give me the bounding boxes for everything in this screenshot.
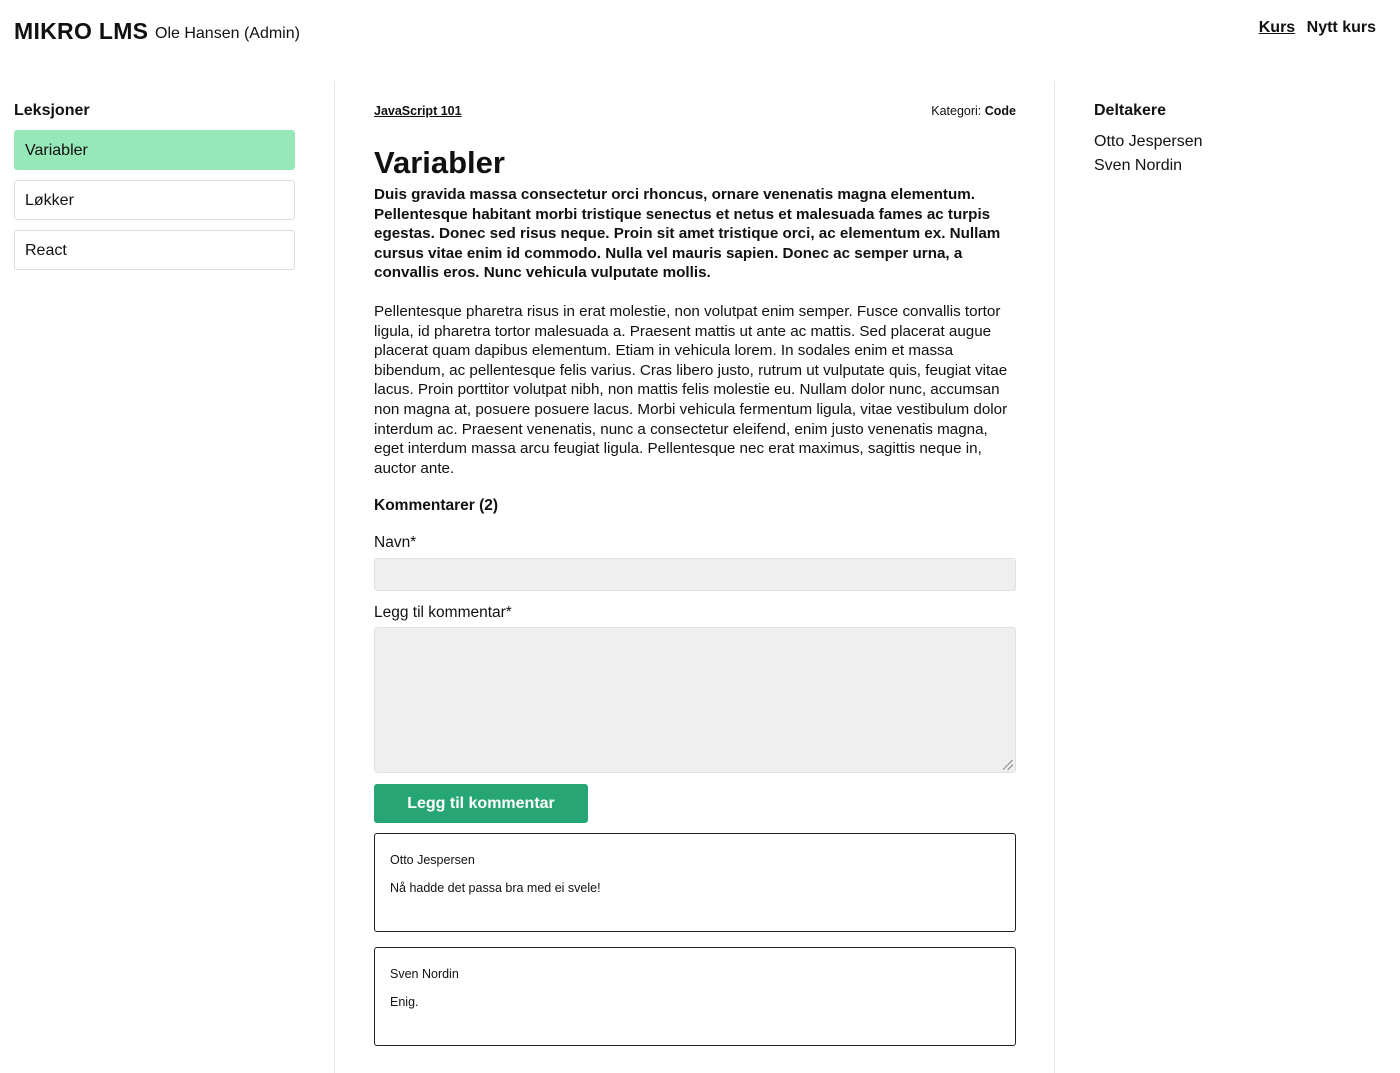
participants-title: Deltakere [1094,102,1167,119]
participant-item: Sven Nordin [1094,157,1183,174]
name-label: Navn* [374,534,417,552]
right-divider [1054,81,1055,1073]
left-divider [334,81,335,1073]
lesson-item-variabler[interactable]: Variabler [14,130,295,170]
brand-logo[interactable]: MIKRO LMS [14,18,149,44]
comment-card [374,947,1016,1046]
lesson-item-lokker[interactable]: Løkker [14,180,295,220]
header [0,0,1400,70]
category-value: Code [984,104,1016,118]
name-input[interactable] [374,558,1016,591]
category-info [931,104,1016,118]
participants-panel [1094,102,1374,178]
lesson-item-react[interactable]: React [14,230,295,270]
nav-kurs-link[interactable]: Kurs [1258,19,1296,36]
lessons-title: Leksjoner [14,102,90,119]
comment-text: Enig. [390,995,419,1010]
lesson-title: Variabler [374,145,505,180]
top-nav [1252,19,1376,37]
participant-item: Otto Jespersen [1094,133,1203,150]
comment-text: Nå hadde det passa bra med ei svele! [390,881,601,896]
lesson-lead: Duis gravida massa consectetur orci rhoncus, ornare venenatis magna elementum. Pellentesque habitant morbi tristique senectus et netus et malesuada fames ac turpis egestas. Donec sed risus neque. Proin sit amet tristique orci, ac elementum ex. Nullam cursus vitae enim id commodo. Nulla vel mauris sapien. Donec ac semper urna, a convallis eros. Nunc vehicula vulputate mollis. [374,186,1001,282]
lesson-meta [374,102,1016,122]
lesson-content [374,102,1016,1046]
comment-card [374,833,1016,932]
comment-label: Legg til kommentar* [374,604,512,622]
comments-title: Kommentarer (2) [374,497,499,515]
nav-nytt-kurs-link[interactable]: Nytt kurs [1306,19,1376,36]
add-comment-button[interactable]: Legg til kommentar [374,784,588,823]
comment-textarea[interactable] [374,627,1016,773]
comment-author: Sven Nordin [390,967,459,982]
resize-handle-icon[interactable] [1003,760,1013,770]
comment-author: Otto Jespersen [390,853,475,868]
lesson-body: Pellentesque pharetra risus in erat molestie, non volutpat enim semper. Fusce convallis tortor ligula, id pharetra tortor malesuada a. Praesent mattis ut ante ac mattis. Sed placerat augue placerat quam dapibus elementum. Etiam in vehicula lorem. In sodales enim et massa bibendum, ac pellentesque felis varius. Cras libero justo, rutrum ut vulputate quis, feugiat vitae lacus. Proin porttitor volutpat nibh, non mattis felis molestie eu. Nullam dolor nunc, accumsan non magna at, posuere posuere lacus. Morbi vehicula fermentum ligula, vitae vestibulum dolor interdum ac. Praesent venenatis, nunc a consectetur eleifend, enim justo venenatis magna, eget interdum massa arcu feugiat ligula. Pellentesque nec erat maximus, sagittis neque in, auctor ante. [374,302,1008,477]
course-breadcrumb-link[interactable]: JavaScript 101 [374,104,462,118]
category-label: Kategori: [931,104,982,118]
current-user: Ole Hansen (Admin) [155,25,300,42]
lessons-sidebar [14,102,295,280]
